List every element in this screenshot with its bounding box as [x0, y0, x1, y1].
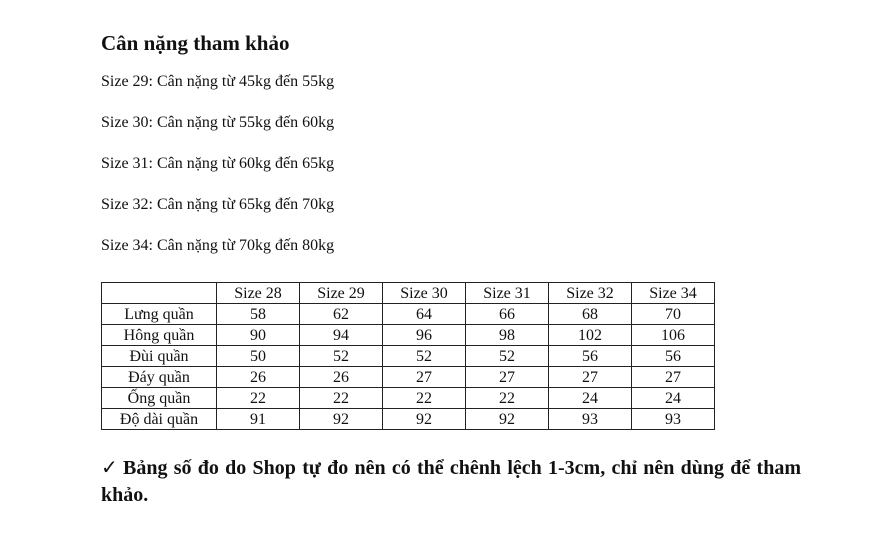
- table-cell: 92: [300, 409, 383, 430]
- weight-item: Size 31: Cân nặng từ 60kg đến 65kg: [101, 155, 335, 172]
- table-cell: 24: [632, 388, 715, 409]
- row-label: Độ dài quần: [102, 409, 217, 430]
- table-cell: 26: [300, 367, 383, 388]
- table-cell: 27: [549, 367, 632, 388]
- row-label: Hông quần: [102, 325, 217, 346]
- column-header: Size 30: [383, 283, 466, 304]
- table-row: [102, 325, 715, 346]
- table-cell: 50: [217, 346, 300, 367]
- disclaimer-text: Bảng số đo do Shop tự đo nên có thể chênh lệch 1-3cm, chỉ nên dùng để tham khảo.: [101, 457, 801, 506]
- table-cell: 27: [466, 367, 549, 388]
- table-corner-cell: [102, 283, 217, 304]
- table-cell: 22: [383, 388, 466, 409]
- table-cell: 90: [217, 325, 300, 346]
- table-cell: 102: [549, 325, 632, 346]
- table-cell: 91: [217, 409, 300, 430]
- table-row: [102, 346, 715, 367]
- table-cell: 64: [383, 304, 466, 325]
- table-cell: 94: [300, 325, 383, 346]
- table-header-row: [102, 283, 715, 304]
- table-cell: 62: [300, 304, 383, 325]
- table-cell: 24: [549, 388, 632, 409]
- table-row: [102, 388, 715, 409]
- table-cell: 22: [300, 388, 383, 409]
- row-label: Đùi quần: [102, 346, 217, 367]
- row-label: Lưng quần: [102, 304, 217, 325]
- table-cell: 27: [383, 367, 466, 388]
- table-cell: 93: [632, 409, 715, 430]
- column-header: Size 31: [466, 283, 549, 304]
- table-cell: 106: [632, 325, 715, 346]
- measurement-table: [101, 282, 715, 430]
- column-header: Size 34: [632, 283, 715, 304]
- table-cell: 22: [217, 388, 300, 409]
- table-cell: 66: [466, 304, 549, 325]
- table-cell: 26: [217, 367, 300, 388]
- weight-item: Size 30: Cân nặng từ 55kg đến 60kg: [101, 114, 335, 131]
- weight-item: Size 32: Cân nặng từ 65kg đến 70kg: [101, 196, 335, 213]
- check-icon: ✓: [101, 455, 120, 479]
- table-cell: 98: [466, 325, 549, 346]
- weight-list: [101, 72, 801, 256]
- table-cell: 52: [300, 346, 383, 367]
- page-title: Cân nặng tham khảo: [101, 31, 290, 55]
- table-cell: 93: [549, 409, 632, 430]
- table-cell: 92: [383, 409, 466, 430]
- table-cell: 56: [549, 346, 632, 367]
- table-cell: 27: [632, 367, 715, 388]
- table-cell: 70: [632, 304, 715, 325]
- column-header: Size 28: [217, 283, 300, 304]
- table-cell: 92: [466, 409, 549, 430]
- table-row: [102, 304, 715, 325]
- size-guide: [101, 28, 801, 506]
- table-cell: 52: [383, 346, 466, 367]
- disclaimer-note: [101, 454, 801, 509]
- table-cell: 96: [383, 325, 466, 346]
- weight-item: Size 34: Cân nặng từ 70kg đến 80kg: [101, 237, 335, 254]
- table-row: [102, 409, 715, 430]
- table-cell: 56: [632, 346, 715, 367]
- table-cell: 22: [466, 388, 549, 409]
- table-body: [102, 304, 715, 430]
- column-header: Size 32: [549, 283, 632, 304]
- table-cell: 58: [217, 304, 300, 325]
- table-cell: 52: [466, 346, 549, 367]
- column-header: Size 29: [300, 283, 383, 304]
- row-label: Đáy quần: [102, 367, 217, 388]
- row-label: Ống quần: [102, 388, 217, 409]
- weight-item: Size 29: Cân nặng từ 45kg đến 55kg: [101, 73, 335, 90]
- table-cell: 68: [549, 304, 632, 325]
- table-row: [102, 367, 715, 388]
